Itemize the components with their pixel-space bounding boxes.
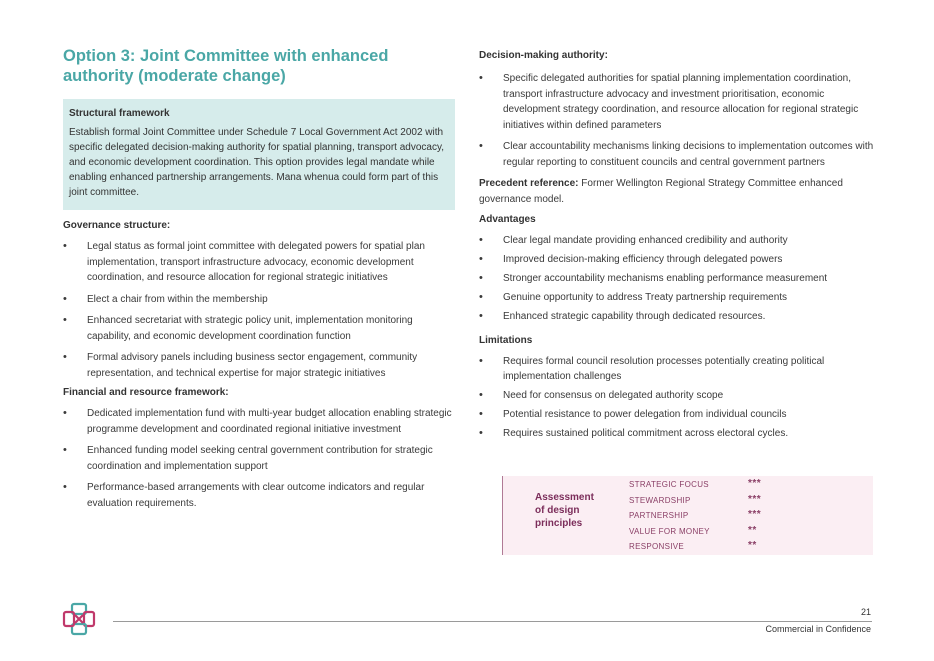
left-column [63, 46, 455, 517]
list-item: • Specific delegated authorities for spatial planning implementation coordination, transport infrastructure advocacy and investment prioritisation, economic development strategy coordination, and resource allocation for regional strategic initiatives within defined parameters [479, 71, 874, 133]
list-item: • Need for consensus on delegated authority scope [479, 388, 874, 404]
decision-list [479, 71, 874, 170]
structural-framework-callout [63, 99, 455, 210]
governance-heading: Governance structure: [63, 220, 171, 231]
principle-label: STEWARDSHIP [629, 495, 691, 505]
star-rating: *** [748, 493, 762, 505]
principle-label: STRATEGIC FOCUS [629, 480, 709, 489]
assessment-row [629, 478, 859, 494]
list-item: • Clear legal mandate providing enhanced credibility and authority [479, 233, 874, 249]
list-item: • Enhanced funding model seeking central government contribution for strategic coordination and implementation support [63, 443, 455, 474]
page-title: Option 3: Joint Committee with enhanced authority (moderate change) [63, 47, 389, 85]
list-item: • Enhanced secretariat with strategic policy unit, implementation monitoring capability, and economic development coordination function [63, 313, 455, 344]
assessment-row [629, 540, 859, 556]
limitations-heading: Limitations [479, 334, 533, 346]
governance-list [63, 239, 455, 381]
star-rating: *** [748, 509, 762, 521]
decision-heading: Decision-making authority: [479, 50, 608, 61]
right-column [479, 50, 874, 445]
principle-label: PARTNERSHIP [629, 511, 689, 521]
assessment-row [629, 525, 859, 541]
list-item: • Performance-based arrangements with clear outcome indicators and regular evaluation requirements. [63, 480, 455, 511]
list-item: • Enhanced strategic capability through dedicated resources. [479, 309, 874, 325]
list-item: • Stronger accountability mechanisms enabling performance measurement [479, 271, 874, 287]
financial-list [63, 406, 455, 511]
list-item: • Legal status as formal joint committee with delegated powers for spatial plan implementation, transport infrastructure advocacy, economic development coordination, and resource allocation for regional strategic initiatives [63, 239, 455, 286]
assessment-rows [629, 478, 859, 556]
precedent-text: Former Wellington Regional Strategy Committee enhanced governance model. [479, 178, 843, 205]
assessment-row [629, 494, 859, 510]
principle-label: VALUE FOR MONEY [629, 526, 710, 536]
assessment-title: Assessment of design principles [535, 492, 594, 529]
advantages-list [479, 233, 874, 325]
financial-heading: Financial and resource framework: [63, 387, 229, 398]
assessment-box [502, 476, 873, 555]
list-item: • Genuine opportunity to address Treaty partnership requirements [479, 290, 874, 306]
interlocking-knot-logo-icon [62, 602, 96, 636]
callout-heading: Structural framework [69, 108, 170, 119]
principle-label: RESPONSIVE [629, 542, 685, 552]
limitations-list [479, 354, 874, 442]
list-item: • Potential resistance to power delegation from individual councils [479, 407, 874, 423]
star-rating: *** [748, 478, 762, 489]
list-item: • Dedicated implementation fund with multi-year budget allocation enabling strategic programme development and coordinated regional initiative investment [63, 406, 455, 437]
assessment-row [629, 509, 859, 525]
list-item: • Requires sustained political commitment across electoral cycles. [479, 426, 874, 442]
list-item: • Improved decision-making efficiency through delegated powers [479, 252, 874, 268]
list-item: • Elect a chair from within the membership [63, 292, 455, 308]
callout-body: Establish formal Joint Committee under Schedule 7 Local Government Act 2002 with specific delegated decision-making authority for spatial planning, transport advocacy, and economic development coordination. This option provides legal mandate while enabling enhanced partnership arrangements. Mana whenua could form part of this joint committee. [69, 127, 445, 198]
precedent-reference [479, 176, 874, 207]
footer-divider [113, 621, 872, 622]
star-rating: ** [748, 540, 757, 552]
precedent-label: Precedent reference: [479, 178, 579, 189]
list-item: • Clear accountability mechanisms linking decisions to implementation outcomes with regular reporting to constituent councils and central government partners [479, 139, 874, 170]
confidentiality-notice: Commercial in Confidence [765, 624, 871, 634]
list-item: • Formal advisory panels including business sector engagement, community representation, and technical expertise for major strategic initiatives [63, 350, 455, 381]
page-number: 21 [860, 607, 871, 617]
list-item: • Requires formal council resolution processes potentially creating political implementation challenges [479, 354, 874, 385]
star-rating: ** [748, 524, 757, 536]
advantages-heading: Advantages [479, 214, 536, 225]
